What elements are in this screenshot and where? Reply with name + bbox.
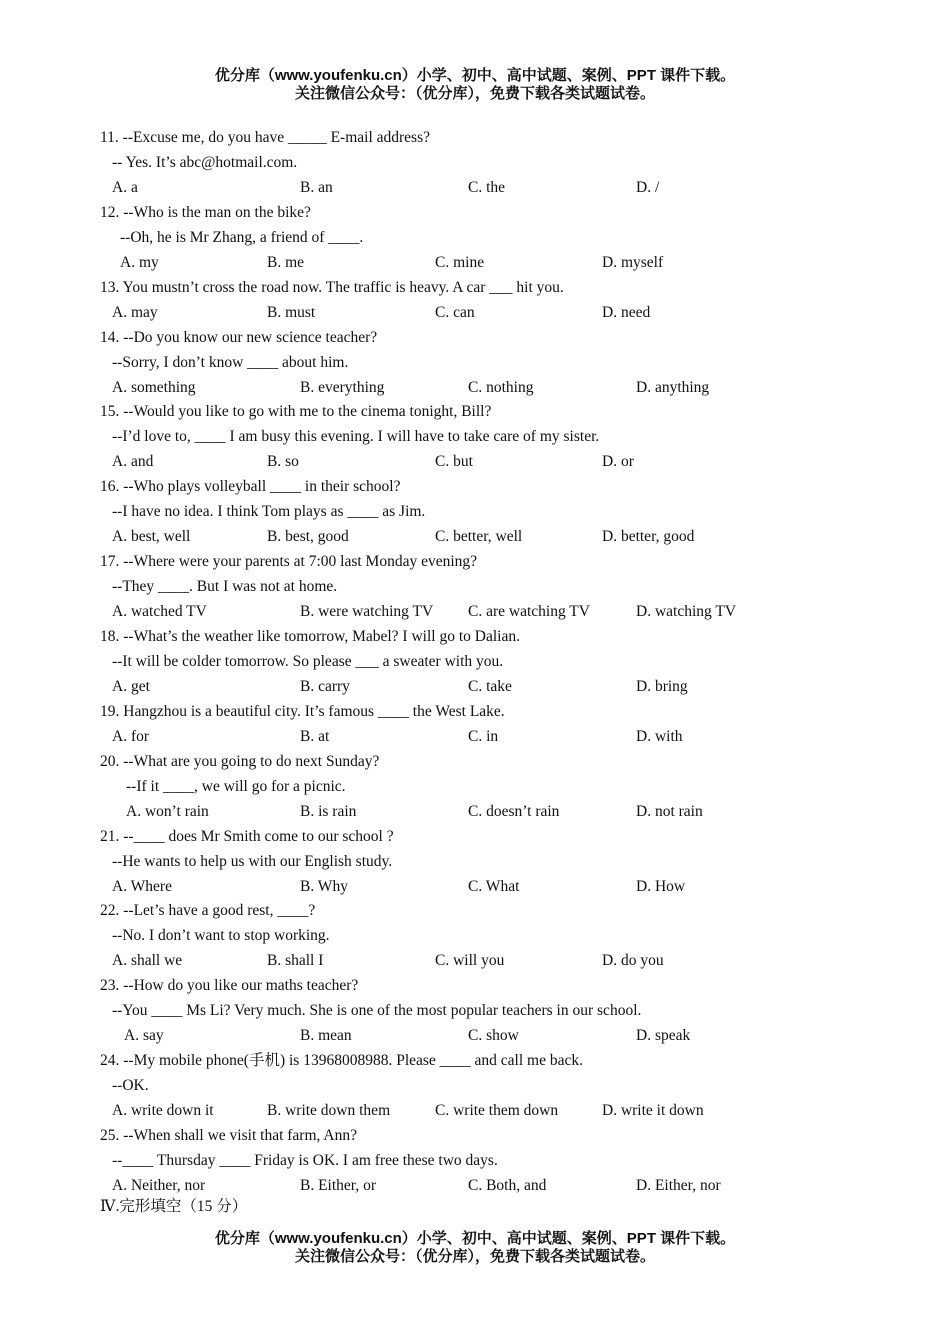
answer-option: A. Where <box>112 877 172 895</box>
answer-option: A. won’t rain <box>126 802 209 820</box>
question-dialog-line: --He wants to help us with our English study. <box>112 852 393 870</box>
answer-option: D. do you <box>602 952 664 970</box>
question-stem: 14. --Do you know our new science teacher? <box>100 328 378 346</box>
answer-option: B. write down them <box>267 1102 391 1120</box>
answer-option: D. myself <box>602 253 664 271</box>
answer-option: A. shall we <box>112 952 183 970</box>
question-stem: 17. --Where were your parents at 7:00 last Monday evening? <box>100 553 478 571</box>
answer-option: D. How <box>636 877 686 895</box>
question-dialog-line: -- Yes. It’s abc@hotmail.com. <box>112 153 298 171</box>
question-stem: 12. --Who is the man on the bike? <box>100 203 311 221</box>
answer-option: D. watching TV <box>636 603 737 621</box>
answer-option: D. not rain <box>636 802 703 820</box>
question-stem: 18. --What’s the weather like tomorrow, Mabel? I will go to Dalian. <box>100 628 520 645</box>
question-dialog-line: --Sorry, I don’t know ____ about him. <box>112 353 349 371</box>
question-dialog-line: --You ____ Ms Li? Very much. She is one of the most popular teachers in our school. <box>112 1002 642 1020</box>
answer-option: A. my <box>120 253 159 271</box>
answer-option: B. must <box>267 303 316 321</box>
answer-option: D. Either, nor <box>636 1176 721 1194</box>
answer-option: D. bring <box>636 677 688 695</box>
question-dialog-line: --I have no idea. I think Tom plays as ____ as Jim. <box>112 503 426 521</box>
answer-option: B. shall I <box>267 952 324 970</box>
answer-option: B. me <box>267 253 305 271</box>
answer-option: B. Why <box>300 877 348 895</box>
answer-option: C. nothing <box>468 378 534 396</box>
answer-option: D. better, good <box>602 528 695 546</box>
section-heading: Ⅳ.完形填空（15 分） <box>100 1198 248 1215</box>
question-dialog-line: --____ Thursday ____ Friday is OK. I am free these two days. <box>112 1151 498 1169</box>
question-stem: 22. --Let’s have a good rest, ____? <box>100 902 316 920</box>
answer-option: D. with <box>636 727 683 745</box>
answer-option: A. Neither, nor <box>112 1176 206 1194</box>
footer-line-2: 关注微信公众号：（优分库），免费下载各类试题试卷。 <box>294 1248 655 1265</box>
answer-option: B. mean <box>300 1027 352 1045</box>
answer-option: A. get <box>112 677 150 695</box>
question-stem: 24. --My mobile phone(手机) is 13968008988. Please ____ and call me back. <box>100 1052 583 1070</box>
answer-option: A. for <box>112 727 150 745</box>
answer-option: B. so <box>267 453 299 471</box>
answer-option: D. write it down <box>602 1102 704 1120</box>
question-stem: 16. --Who plays volleyball ____ in their school? <box>100 478 401 496</box>
answer-option: C. can <box>435 303 475 321</box>
answer-option: C. show <box>468 1027 519 1045</box>
answer-option: C. Both, and <box>468 1176 547 1194</box>
answer-option: B. best, good <box>267 528 349 546</box>
answer-option: D. need <box>602 303 651 321</box>
question-stem: 21. --____ does Mr Smith come to our school ? <box>100 827 394 845</box>
page-footer-banner <box>0 1230 950 1266</box>
question-stem: 15. --Would you like to go with me to the cinema tonight, Bill? <box>100 403 492 421</box>
answer-option: C. mine <box>435 253 485 271</box>
answer-option: B. everything <box>300 378 385 396</box>
answer-option: A. may <box>112 303 158 321</box>
question-stem: 13. You mustn’t cross the road now. The traffic is heavy. A car ___ hit you. <box>100 278 564 296</box>
question-stem: 19. Hangzhou is a beautiful city. It’s famous ____ the West Lake. <box>100 702 505 720</box>
answer-option: B. at <box>300 727 330 745</box>
answer-option: A. say <box>124 1027 164 1045</box>
answer-option: D. / <box>636 178 660 196</box>
header-line-1: 优分库（www.youfenku.cn）小学、初中、高中试题、案例、PPT 课件下载。 <box>214 67 736 84</box>
question-stem: 25. --When shall we visit that farm, Ann? <box>100 1127 357 1144</box>
answer-option: C. will you <box>435 952 505 970</box>
question-stem: 11. --Excuse me, do you have _____ E-mail address? <box>100 129 430 146</box>
answer-option: C. in <box>468 727 499 745</box>
answer-option: B. is rain <box>300 802 357 820</box>
answer-option: C. better, well <box>435 528 523 546</box>
answer-option: B. an <box>300 178 333 196</box>
footer-line-1: 优分库（www.youfenku.cn）小学、初中、高中试题、案例、PPT 课件下载。 <box>214 1230 736 1247</box>
answer-option: B. Either, or <box>300 1176 377 1194</box>
question-stem: 23. --How do you like our maths teacher? <box>100 977 359 995</box>
answer-option: A. best, well <box>112 528 191 546</box>
answer-option: C. are watching TV <box>468 603 590 621</box>
question-dialog-line: --It will be colder tomorrow. So please ___ a sweater with you. <box>112 652 504 670</box>
answer-option: A. a <box>112 178 138 196</box>
answer-option: C. What <box>468 877 520 895</box>
page-header-banner <box>0 67 950 103</box>
header-line-2: 关注微信公众号：（优分库），免费下载各类试题试卷。 <box>294 85 655 102</box>
question-dialog-line: --OK. <box>112 1077 149 1095</box>
question-dialog-line: --They ____. But I was not at home. <box>112 578 338 596</box>
answer-option: C. but <box>435 453 473 471</box>
answer-option: C. the <box>468 178 506 196</box>
question-dialog-line: --No. I don’t want to stop working. <box>112 927 330 945</box>
answer-option: C. take <box>468 677 512 695</box>
answer-option: A. write down it <box>112 1102 214 1120</box>
answer-option: B. were watching TV <box>300 603 434 621</box>
answer-option: D. or <box>602 453 634 471</box>
answer-option: B. carry <box>300 677 350 695</box>
answer-option: A. watched TV <box>112 603 207 621</box>
answer-option: D. anything <box>636 378 710 396</box>
answer-option: D. speak <box>636 1027 691 1045</box>
answer-option: C. write them down <box>435 1102 559 1120</box>
question-dialog-line: --I’d love to, ____ I am busy this evening. I will have to take care of my sister. <box>112 428 600 446</box>
question-dialog-line: --If it ____, we will go for a picnic. <box>126 777 346 795</box>
answer-option: C. doesn’t rain <box>468 802 560 820</box>
answer-option: A. and <box>112 453 154 471</box>
answer-option: A. something <box>112 378 196 396</box>
question-dialog-line: --Oh, he is Mr Zhang, a friend of ____. <box>120 228 364 246</box>
question-stem: 20. --What are you going to do next Sunday? <box>100 752 380 770</box>
